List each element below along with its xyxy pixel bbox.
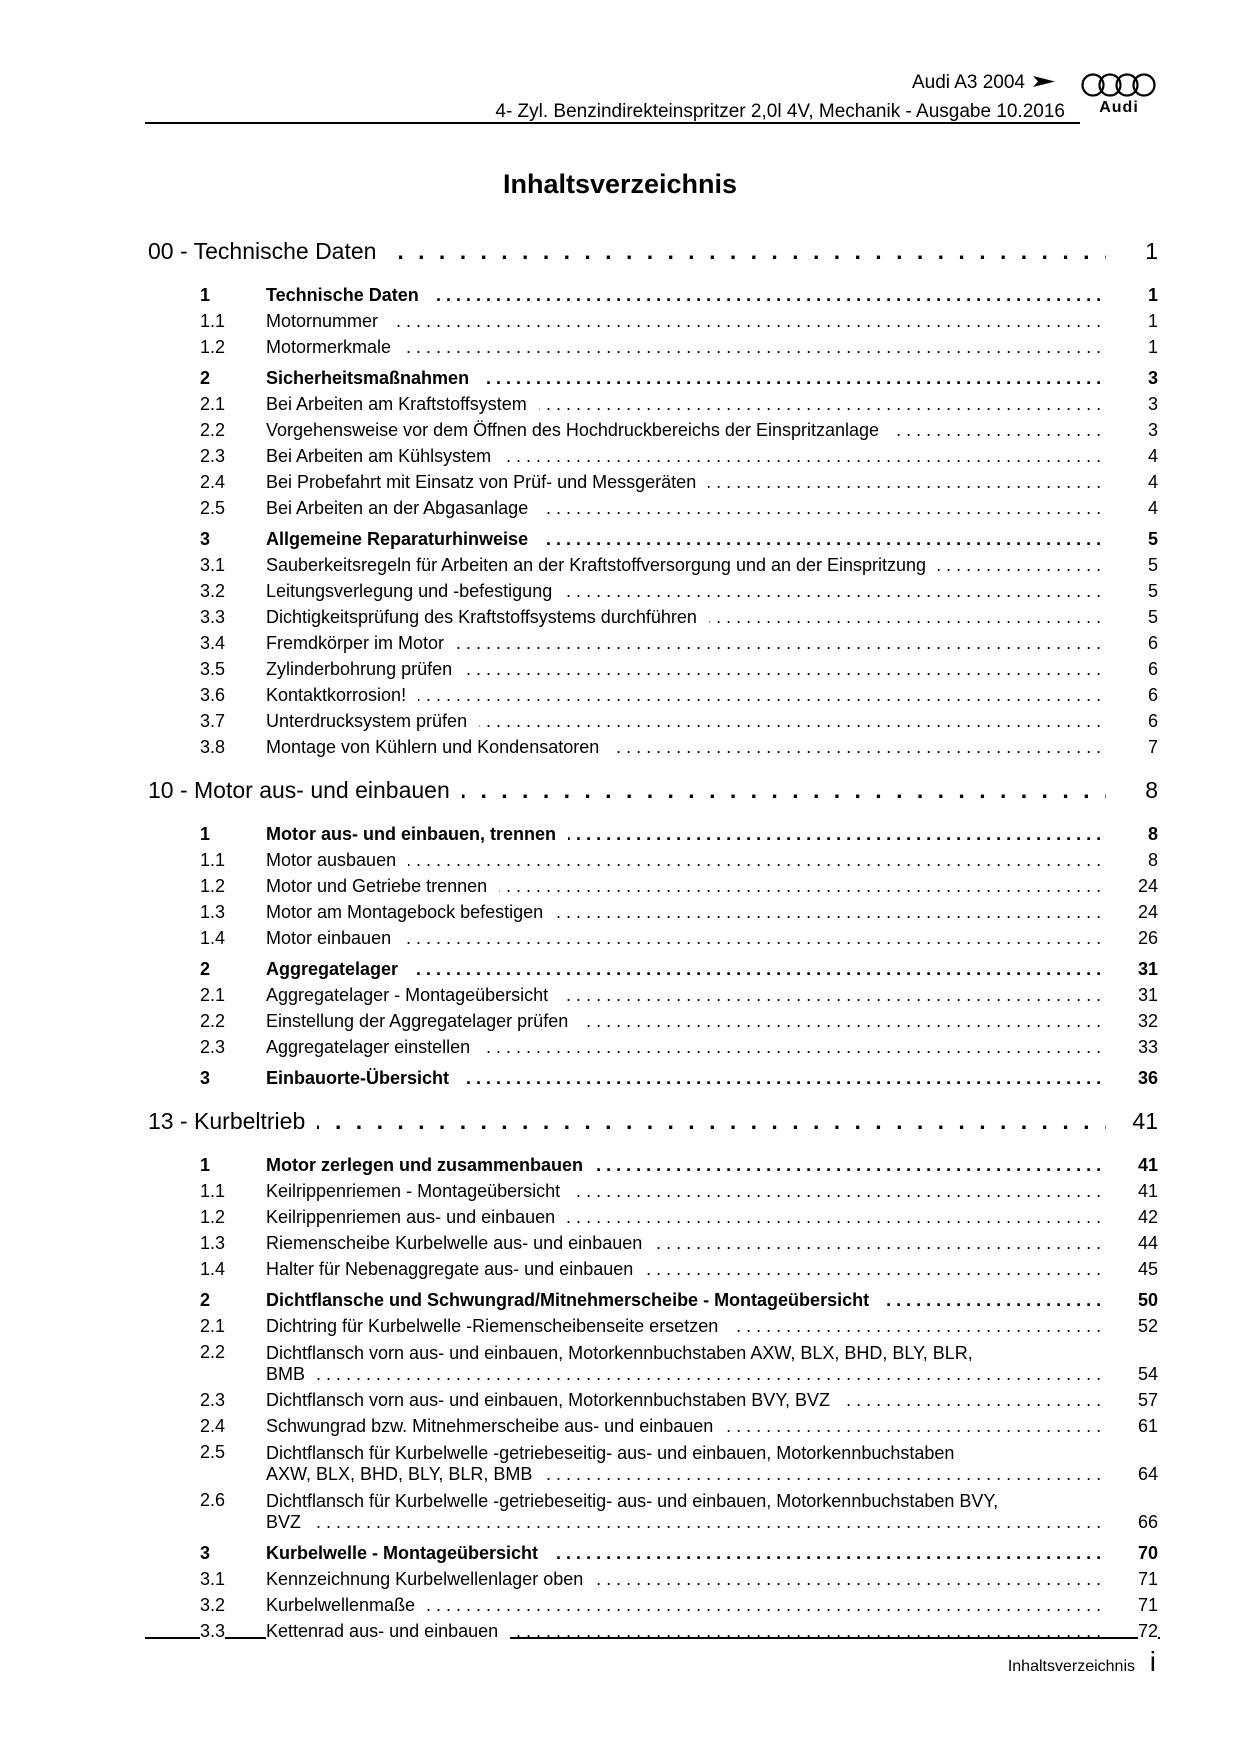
toc-subsection-title: Dichtring für Kurbelwelle -Riemenscheibenseite ersetzen — [266, 1316, 730, 1337]
page-header — [145, 70, 1160, 122]
toc-section-number: 1 — [200, 1155, 211, 1175]
toc-subsection-number: 2.2 — [200, 1011, 226, 1031]
toc-subsection-number: 1.2 — [200, 876, 226, 896]
toc-section-number: 3 — [200, 1543, 211, 1563]
toc-subsection-page-number: 72 — [1137, 1621, 1158, 1641]
model-name: Audi A3 2004 — [911, 72, 1025, 93]
toc-section-title: Technische Daten — [266, 285, 431, 306]
document-subtitle: 4- Zyl. Benzindirekteinspritzer 2,0l 4V, Mechanik - Ausgabe 10.2016 — [495, 101, 1065, 122]
toc-section-page-number: 5 — [1147, 529, 1158, 549]
toc-section[interactable] — [148, 1155, 1158, 1181]
toc-section[interactable] — [148, 824, 1158, 850]
toc-subsection-title: Motor ausbauen — [266, 850, 408, 871]
toc-section[interactable] — [148, 529, 1158, 555]
toc-subsection-number: 2.3 — [200, 1037, 226, 1057]
toc-section[interactable] — [148, 1068, 1158, 1094]
toc-subsection-page-number: 24 — [1137, 902, 1158, 922]
toc-subsection[interactable] — [148, 685, 1158, 711]
toc-subsection-number: 2.2 — [200, 420, 226, 440]
toc-subsection-title: Bei Arbeiten am Kühlsystem — [266, 446, 503, 467]
toc-subsection-title: Aggregatelager einstellen — [266, 1037, 482, 1058]
toc-subsection-number: 3.7 — [200, 711, 226, 731]
toc-subsection[interactable] — [148, 1416, 1158, 1442]
toc-section-title: Sicherheitsmaßnahmen — [266, 368, 481, 389]
toc-subsection-title: Unterdrucksystem prüfen — [266, 711, 479, 732]
toc-subsection[interactable] — [148, 394, 1158, 420]
toc-chapter[interactable] — [148, 1108, 1158, 1150]
toc-subsection-page-number: 32 — [1137, 1011, 1158, 1031]
toc-subsection-title: Kurbelwellenmaße — [266, 1595, 427, 1616]
toc-section-number: 2 — [200, 959, 211, 979]
toc-chapter-title: 00 - Technische Daten — [148, 238, 388, 265]
toc-subsection-page-number: 71 — [1137, 1595, 1158, 1615]
toc-section-number: 2 — [200, 1290, 211, 1310]
toc-subsection-title: Schwungrad bzw. Mitnehmerscheibe aus- und einbauen — [266, 1416, 725, 1437]
toc-section-page-number: 3 — [1147, 368, 1158, 388]
toc-subsection[interactable] — [148, 1569, 1158, 1595]
toc-subsection[interactable] — [148, 659, 1158, 685]
toc-subsection-title: Kettenrad aus- und einbauen — [266, 1621, 510, 1642]
toc-section[interactable] — [148, 285, 1158, 311]
toc-subsection-page-number: 5 — [1147, 555, 1158, 575]
toc-subsection-title: Leitungsverlegung und -befestigung — [266, 581, 564, 602]
toc-subsection-title-continued: BVZ — [266, 1512, 313, 1533]
toc-subsection[interactable] — [148, 311, 1158, 337]
toc-subsection-number: 2.4 — [200, 1416, 226, 1436]
dot-leader — [266, 1512, 1106, 1533]
toc-subsection-title: Kennzeichnung Kurbelwellenlager oben — [266, 1569, 595, 1590]
toc-section-page-number: 70 — [1137, 1543, 1158, 1563]
toc-subsection-page-number: 4 — [1147, 498, 1158, 518]
toc-subsection-title: Dichtigkeitsprüfung des Kraftstoffsystems durchführen — [266, 607, 709, 628]
toc-subsection-title: Motor am Montagebock befestigen — [266, 902, 555, 923]
toc-section-title: Kurbelwelle - Montageübersicht — [266, 1543, 550, 1564]
toc-subsection-page-number: 7 — [1147, 737, 1158, 757]
toc-subsection-title: Keilrippenriemen aus- und einbauen — [266, 1207, 567, 1228]
toc-subsection-page-number: 4 — [1147, 472, 1158, 492]
arrow-right-icon — [1033, 75, 1055, 88]
audi-logo — [1078, 70, 1160, 122]
toc-subsection-title: Bei Probefahrt mit Einsatz von Prüf- und Messgeräten — [266, 472, 708, 493]
toc-subsection-number: 1.3 — [200, 1233, 226, 1253]
toc-subsection-page-number: 31 — [1137, 985, 1158, 1005]
toc-subsection-number: 2.1 — [200, 985, 226, 1005]
toc-subsection-number: 1.1 — [200, 311, 226, 331]
toc-section-title: Allgemeine Reparaturhinweise — [266, 529, 540, 550]
toc-subsection[interactable] — [148, 1442, 1158, 1490]
toc-section-page-number: 50 — [1137, 1290, 1158, 1310]
toc-section-page-number: 31 — [1137, 959, 1158, 979]
dot-leader — [266, 311, 1106, 332]
toc-subsection-title: Bei Arbeiten an der Abgasanlage — [266, 498, 540, 519]
header-rule — [145, 122, 1080, 124]
dot-leader — [266, 1364, 1106, 1385]
toc-section-number: 3 — [200, 1068, 211, 1088]
toc-subsection-page-number: 6 — [1147, 685, 1158, 705]
footer-label: Inhaltsverzeichnis — [1007, 1658, 1135, 1675]
toc-section-title: Einbauorte-Übersicht — [266, 1068, 461, 1089]
toc-subsection[interactable] — [148, 498, 1158, 524]
toc-subsection-title: Dichtflansch vorn aus- und einbauen, Motorkennbuchstaben AXW, BLX, BHD, BLY, BLR, — [266, 1342, 1128, 1364]
toc-subsection-title: Riemenscheibe Kurbelwelle aus- und einbauen — [266, 1233, 654, 1254]
toc-subsection-title: Dichtflansch vorn aus- und einbauen, Motorkennbuchstaben BVY, BVZ — [266, 1390, 842, 1411]
toc-subsection-page-number: 52 — [1137, 1316, 1158, 1336]
toc-subsection[interactable] — [148, 1342, 1158, 1390]
toc-chapter-page-number: 8 — [1145, 777, 1158, 803]
toc-subsection-number: 1.1 — [200, 850, 226, 870]
toc-subsection-page-number: 8 — [1147, 850, 1158, 870]
toc-subsection[interactable] — [148, 1207, 1158, 1233]
toc-subsection[interactable] — [148, 1181, 1158, 1207]
toc-chapter[interactable] — [148, 238, 1158, 280]
toc-subsection-title: Motor einbauen — [266, 928, 403, 949]
toc-subsection-title: Motor und Getriebe trennen — [266, 876, 499, 897]
toc-subsection-title: Einstellung der Aggregatelager prüfen — [266, 1011, 580, 1032]
toc-section-page-number: 8 — [1147, 824, 1158, 844]
toc-section-title: Dichtflansche und Schwungrad/Mitnehmerscheibe - Montageübersicht — [266, 1290, 881, 1311]
toc-subsection[interactable] — [148, 928, 1158, 954]
toc-subsection[interactable] — [148, 581, 1158, 607]
toc-subsection[interactable] — [148, 1233, 1158, 1259]
brand-wordmark: Audi — [1099, 99, 1139, 116]
toc-subsection-number: 2.6 — [200, 1490, 226, 1510]
toc-subsection[interactable] — [148, 711, 1158, 737]
toc-subsection-page-number: 33 — [1137, 1037, 1158, 1057]
toc-subsection-number: 1.4 — [200, 1259, 226, 1279]
toc-subsection-page-number: 66 — [1137, 1512, 1158, 1532]
toc-section-title: Motor zerlegen und zusammenbauen — [266, 1155, 595, 1176]
toc-subsection-number: 3.2 — [200, 1595, 226, 1615]
toc-subsection-page-number: 5 — [1147, 607, 1158, 627]
toc-section-page-number: 41 — [1137, 1155, 1158, 1175]
toc-section-page-number: 1 — [1147, 285, 1158, 305]
toc-subsection-page-number: 6 — [1147, 633, 1158, 653]
toc-subsection[interactable] — [148, 876, 1158, 902]
toc-subsection-number: 1.2 — [200, 337, 226, 357]
toc-subsection-number: 2.5 — [200, 498, 226, 518]
toc-subsection-number: 2.1 — [200, 1316, 226, 1336]
toc-subsection-title: Zylinderbohrung prüfen — [266, 659, 464, 680]
toc-subsection-number: 2.3 — [200, 1390, 226, 1410]
toc-subsection-title: Fremdkörper im Motor — [266, 633, 456, 654]
toc-section-number: 3 — [200, 529, 211, 549]
toc-chapter-page-number: 41 — [1132, 1108, 1158, 1134]
toc-subsection-page-number: 24 — [1137, 876, 1158, 896]
toc-subsection-number: 1.2 — [200, 1207, 226, 1227]
toc-chapter-title: 13 - Kurbeltrieb — [148, 1108, 317, 1135]
toc-section[interactable] — [148, 1290, 1158, 1316]
toc-subsection-page-number: 54 — [1137, 1364, 1158, 1384]
toc-chapter-title: 10 - Motor aus- und einbauen — [148, 777, 462, 804]
toc-subsection-title: Halter für Nebenaggregate aus- und einbauen — [266, 1259, 645, 1280]
toc-subsection[interactable] — [148, 1490, 1158, 1538]
toc-subsection-number: 3.5 — [200, 659, 226, 679]
toc-subsection[interactable] — [148, 472, 1158, 498]
toc-subsection-title: Vorgehensweise vor dem Öffnen des Hochdruckbereichs der Einspritzanlage — [266, 420, 891, 441]
toc-subsection-number: 3.2 — [200, 581, 226, 601]
toc-chapter-page-number: 1 — [1145, 238, 1158, 264]
toc-subsection-number: 1.3 — [200, 902, 226, 922]
toc-subsection-page-number: 1 — [1147, 311, 1158, 331]
toc-subsection-title-continued: BMB — [266, 1364, 317, 1385]
toc-subsection[interactable] — [148, 1390, 1158, 1416]
toc-section-number: 2 — [200, 368, 211, 388]
toc-subsection[interactable] — [148, 1259, 1158, 1285]
toc-subsection-number: 2.3 — [200, 446, 226, 466]
audi-rings-icon — [1080, 72, 1158, 98]
toc-subsection-page-number: 6 — [1147, 711, 1158, 731]
toc-subsection-title: Keilrippenriemen - Montageübersicht — [266, 1181, 572, 1202]
toc-subsection-title: Dichtflansch für Kurbelwelle -getriebeseitig- aus- und einbauen, Motorkennbuchstaben BVY, — [266, 1490, 1128, 1512]
table-of-contents — [148, 238, 1158, 1647]
toc-subsection-number: 1.4 — [200, 928, 226, 948]
toc-subsection-page-number: 5 — [1147, 581, 1158, 601]
toc-section-number: 1 — [200, 285, 211, 305]
toc-subsection-number: 3.6 — [200, 685, 226, 705]
toc-subsection-number: 3.3 — [200, 1621, 226, 1641]
toc-section[interactable] — [148, 368, 1158, 394]
toc-subsection-title: Dichtflansch für Kurbelwelle -getriebeseitig- aus- und einbauen, Motorkennbuchstaben — [266, 1442, 1128, 1464]
toc-subsection-page-number: 1 — [1147, 337, 1158, 357]
toc-subsection[interactable] — [148, 555, 1158, 581]
toc-subsection-title: Motormerkmale — [266, 337, 403, 358]
toc-subsection-number: 3.3 — [200, 607, 226, 627]
toc-subsection[interactable] — [148, 737, 1158, 763]
toc-subsection-page-number: 42 — [1137, 1207, 1158, 1227]
toc-subsection[interactable] — [148, 607, 1158, 633]
toc-subsection[interactable] — [148, 1316, 1158, 1342]
toc-section[interactable] — [148, 959, 1158, 985]
toc-subsection[interactable] — [148, 1037, 1158, 1063]
toc-subsection-title-continued: AXW, BLX, BHD, BLY, BLR, BMB — [266, 1464, 544, 1485]
page-title: Inhaltsverzeichnis — [502, 169, 738, 199]
toc-subsection-page-number: 64 — [1137, 1464, 1158, 1484]
toc-subsection-page-number: 41 — [1137, 1181, 1158, 1201]
toc-subsection-title: Kontaktkorrosion! — [266, 685, 418, 706]
toc-subsection-title: Montage von Kühlern und Kondensatoren — [266, 737, 611, 758]
toc-subsection-page-number: 3 — [1147, 420, 1158, 440]
toc-subsection[interactable] — [148, 1011, 1158, 1037]
toc-subsection-page-number: 6 — [1147, 659, 1158, 679]
toc-subsection-number: 3.4 — [200, 633, 226, 653]
toc-subsection[interactable] — [148, 337, 1158, 363]
toc-subsection-page-number: 26 — [1137, 928, 1158, 948]
toc-subsection[interactable] — [148, 1621, 1158, 1647]
model-line — [912, 72, 1055, 94]
toc-section[interactable] — [148, 1543, 1158, 1569]
toc-subsection-number: 2.4 — [200, 472, 226, 492]
toc-subsection-number: 2.1 — [200, 394, 226, 414]
toc-subsection[interactable] — [148, 1595, 1158, 1621]
toc-subsection-number: 1.1 — [200, 1181, 226, 1201]
toc-subsection-number: 2.5 — [200, 1442, 226, 1462]
toc-subsection-title: Bei Arbeiten am Kraftstoffsystem — [266, 394, 539, 415]
toc-subsection[interactable] — [148, 902, 1158, 928]
toc-section-title: Motor aus- und einbauen, trennen — [266, 824, 568, 845]
toc-section-title: Aggregatelager — [266, 959, 410, 980]
toc-subsection[interactable] — [148, 420, 1158, 446]
toc-subsection-page-number: 44 — [1137, 1233, 1158, 1253]
toc-subsection-page-number: 4 — [1147, 446, 1158, 466]
toc-section-page-number: 36 — [1137, 1068, 1158, 1088]
footer-page-number: i — [1149, 1646, 1156, 1677]
toc-subsection-number: 3.8 — [200, 737, 226, 757]
toc-subsection[interactable] — [148, 633, 1158, 659]
toc-subsection[interactable] — [148, 850, 1158, 876]
toc-subsection-page-number: 61 — [1137, 1416, 1158, 1436]
toc-subsection-page-number: 57 — [1137, 1390, 1158, 1410]
toc-subsection[interactable] — [148, 446, 1158, 472]
toc-subsection-title: Aggregatelager - Montageübersicht — [266, 985, 560, 1006]
toc-subsection-title: Motornummer — [266, 311, 390, 332]
toc-subsection[interactable] — [148, 985, 1158, 1011]
toc-section-number: 1 — [200, 824, 211, 844]
toc-subsection-number: 3.1 — [200, 1569, 226, 1589]
toc-chapter[interactable] — [148, 777, 1158, 819]
toc-subsection-title: Sauberkeitsregeln für Arbeiten an der Kraftstoffversorgung und an der Einspritzung — [266, 555, 938, 576]
toc-subsection-number: 2.2 — [200, 1342, 226, 1362]
toc-subsection-page-number: 71 — [1137, 1569, 1158, 1589]
toc-subsection-page-number: 3 — [1147, 394, 1158, 414]
toc-subsection-number: 3.1 — [200, 555, 226, 575]
toc-subsection-page-number: 45 — [1137, 1259, 1158, 1279]
